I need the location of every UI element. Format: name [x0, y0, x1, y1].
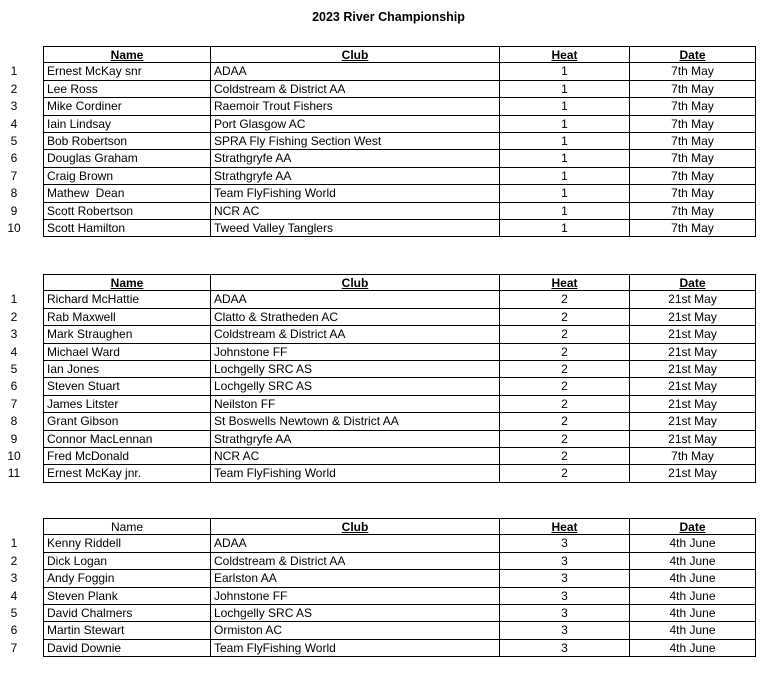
- row-number: 10: [7, 220, 21, 235]
- heat-cell: 1: [500, 203, 630, 219]
- name-cell: Craig Brown: [44, 168, 211, 184]
- club-cell: Raemoir Trout Fishers: [211, 98, 500, 114]
- name-cell: Richard McHattie: [44, 291, 211, 307]
- name-cell: Bob Robertson: [44, 133, 211, 149]
- club-column-header: Club: [211, 47, 500, 62]
- club-cell: Clatto & Stratheden AC: [211, 309, 500, 325]
- name-cell: Kenny Riddell: [44, 535, 211, 551]
- name-column-header: Name: [44, 519, 211, 534]
- table-row: [0, 622, 777, 639]
- club-cell: ADAA: [211, 291, 500, 307]
- row-number: 4: [10, 116, 18, 131]
- table-row: [0, 185, 777, 202]
- heat-cell: 2: [500, 378, 630, 394]
- table-row: [0, 168, 777, 185]
- row-number: 11: [7, 466, 21, 481]
- date-cell: 7th May: [671, 81, 714, 96]
- table-row: [0, 553, 777, 570]
- table-row: [0, 116, 777, 133]
- name-cell: Grant Gibson: [44, 413, 211, 429]
- club-cell: Team FlyFishing World: [211, 640, 500, 656]
- table-row: [0, 133, 777, 150]
- date-cell: 7th May: [671, 203, 714, 218]
- row-number: 7: [10, 168, 18, 183]
- row-number: 2: [10, 81, 18, 96]
- date-cell: 7th May: [671, 168, 714, 183]
- table-row: [0, 570, 777, 587]
- table-row: [0, 309, 777, 326]
- row-number: 7: [10, 640, 18, 655]
- table-row: [0, 431, 777, 448]
- name-column-header: Name: [44, 275, 211, 290]
- club-column-header: Club: [211, 519, 500, 534]
- heat-cell: 2: [500, 326, 630, 342]
- name-cell: Steven Stuart: [44, 378, 211, 394]
- name-cell: Lee Ross: [44, 81, 211, 97]
- name-cell: David Chalmers: [44, 605, 211, 621]
- name-cell: Mike Cordiner: [44, 98, 211, 114]
- name-cell: Dick Logan: [44, 553, 211, 569]
- name-cell: Mathew Dean: [44, 185, 211, 201]
- row-number: 4: [10, 344, 18, 359]
- heat-cell: 1: [500, 116, 630, 132]
- club-cell: Strathgryfe AA: [211, 168, 500, 184]
- date-cell: 21st May: [668, 431, 717, 446]
- table-header-row: [0, 274, 777, 291]
- club-column-header: Club: [211, 275, 500, 290]
- heat-cell: 2: [500, 344, 630, 360]
- row-number: 5: [10, 605, 18, 620]
- row-number: 2: [10, 553, 18, 568]
- heat-cell: 2: [500, 413, 630, 429]
- heat-cell: 1: [500, 150, 630, 166]
- date-cell: 4th June: [669, 571, 716, 586]
- row-number: 9: [10, 431, 18, 446]
- heat-1-table: [0, 46, 777, 237]
- table-row: [0, 605, 777, 622]
- table-row: [0, 63, 777, 80]
- heat-cell: 3: [500, 588, 630, 604]
- club-cell: Ormiston AC: [211, 622, 500, 638]
- row-number: 3: [10, 327, 18, 342]
- name-cell: Ian Jones: [44, 361, 211, 377]
- heat-cell: 2: [500, 431, 630, 447]
- name-column-header: Name: [44, 47, 211, 62]
- club-cell: Lochgelly SRC AS: [211, 605, 500, 621]
- date-cell: 4th June: [669, 588, 716, 603]
- heat-cell: 1: [500, 168, 630, 184]
- date-cell: 4th June: [669, 640, 716, 655]
- page-title: 2023 River Championship: [312, 10, 465, 24]
- club-cell: Coldstream & District AA: [211, 81, 500, 97]
- club-cell: Team FlyFishing World: [211, 465, 500, 481]
- heat-cell: 3: [500, 570, 630, 586]
- date-cell: 7th May: [671, 133, 714, 148]
- table-row: [0, 203, 777, 220]
- table-row: [0, 361, 777, 378]
- name-cell: James Litster: [44, 396, 211, 412]
- heat-cell: 1: [500, 220, 630, 236]
- date-cell: 21st May: [668, 414, 717, 429]
- club-cell: Coldstream & District AA: [211, 553, 500, 569]
- table-row: [0, 448, 777, 465]
- row-number: 3: [10, 99, 18, 114]
- row-number: 5: [10, 361, 18, 376]
- heat-cell: 2: [500, 465, 630, 481]
- club-cell: Neilston FF: [211, 396, 500, 412]
- table-row: [0, 413, 777, 430]
- name-cell: Scott Hamilton: [44, 220, 211, 236]
- heat-column-header: Heat: [500, 47, 630, 62]
- heat-cell: 2: [500, 309, 630, 325]
- date-column-header: Date: [679, 520, 706, 534]
- table-row: [0, 465, 777, 482]
- heat-cell: 3: [500, 640, 630, 656]
- heat-column-header: Heat: [500, 275, 630, 290]
- name-cell: Douglas Graham: [44, 150, 211, 166]
- table-row: [0, 588, 777, 605]
- table-row: [0, 378, 777, 395]
- name-cell: Ernest McKay snr: [44, 63, 211, 79]
- row-number: 1: [10, 536, 18, 551]
- club-cell: ADAA: [211, 535, 500, 551]
- heat-cell: 2: [500, 361, 630, 377]
- row-number: 6: [10, 151, 18, 166]
- heat-2-table: [0, 274, 777, 483]
- club-cell: ADAA: [211, 63, 500, 79]
- row-number: 8: [10, 414, 18, 429]
- date-cell: 7th May: [671, 186, 714, 201]
- table-row: [0, 535, 777, 552]
- date-cell: 21st May: [668, 309, 717, 324]
- row-number: 8: [10, 186, 18, 201]
- table-row: [0, 291, 777, 308]
- club-cell: Coldstream & District AA: [211, 326, 500, 342]
- name-cell: David Downie: [44, 640, 211, 656]
- club-cell: Lochgelly SRC AS: [211, 378, 500, 394]
- heat-cell: 2: [500, 448, 630, 464]
- club-cell: St Boswells Newtown & District AA: [211, 413, 500, 429]
- heat-cell: 1: [500, 63, 630, 79]
- club-cell: Tweed Valley Tanglers: [211, 220, 500, 236]
- table-row: [0, 640, 777, 657]
- row-number: 1: [10, 64, 18, 79]
- date-cell: 7th May: [671, 99, 714, 114]
- date-cell: 7th May: [671, 64, 714, 79]
- date-cell: 7th May: [671, 448, 714, 463]
- name-cell: Ernest McKay jnr.: [44, 465, 211, 481]
- row-number: 3: [10, 571, 18, 586]
- club-cell: NCR AC: [211, 203, 500, 219]
- name-cell: Scott Robertson: [44, 203, 211, 219]
- table-row: [0, 326, 777, 343]
- date-cell: 21st May: [668, 379, 717, 394]
- date-cell: 21st May: [668, 396, 717, 411]
- club-cell: Strathgryfe AA: [211, 431, 500, 447]
- name-cell: Andy Foggin: [44, 570, 211, 586]
- date-column-header: Date: [679, 48, 706, 62]
- table-header-row: [0, 518, 777, 535]
- heat-cell: 3: [500, 553, 630, 569]
- row-number: 9: [10, 203, 18, 218]
- row-number: 6: [10, 379, 18, 394]
- date-cell: 21st May: [668, 344, 717, 359]
- date-cell: 7th May: [671, 151, 714, 166]
- row-number: 10: [7, 448, 21, 463]
- club-cell: Lochgelly SRC AS: [211, 361, 500, 377]
- heat-3-table: [0, 518, 777, 657]
- date-cell: 7th May: [671, 116, 714, 131]
- date-cell: 4th June: [669, 623, 716, 638]
- name-cell: Rab Maxwell: [44, 309, 211, 325]
- club-cell: SPRA Fly Fishing Section West: [211, 133, 500, 149]
- heat-cell: 2: [500, 396, 630, 412]
- row-number: 4: [10, 588, 18, 603]
- club-cell: Johnstone FF: [211, 588, 500, 604]
- date-cell: 4th June: [669, 553, 716, 568]
- club-cell: NCR AC: [211, 448, 500, 464]
- heat-cell: 1: [500, 81, 630, 97]
- name-cell: Iain Lindsay: [44, 116, 211, 132]
- name-cell: Mark Straughen: [44, 326, 211, 342]
- date-cell: 21st May: [668, 292, 717, 307]
- table-row: [0, 98, 777, 115]
- table-row: [0, 81, 777, 98]
- name-cell: Connor MacLennan: [44, 431, 211, 447]
- heat-cell: 1: [500, 133, 630, 149]
- heat-cell: 1: [500, 185, 630, 201]
- heat-cell: 2: [500, 291, 630, 307]
- row-number: 2: [10, 309, 18, 324]
- table-header-row: [0, 46, 777, 63]
- club-cell: Port Glasgow AC: [211, 116, 500, 132]
- heat-cell: 3: [500, 535, 630, 551]
- club-cell: Johnstone FF: [211, 344, 500, 360]
- date-cell: 21st May: [668, 361, 717, 376]
- date-cell: 7th May: [671, 220, 714, 235]
- date-cell: 4th June: [669, 605, 716, 620]
- heat-cell: 3: [500, 605, 630, 621]
- club-cell: Team FlyFishing World: [211, 185, 500, 201]
- date-cell: 21st May: [668, 327, 717, 342]
- date-cell: 21st May: [668, 466, 717, 481]
- heat-column-header: Heat: [500, 519, 630, 534]
- name-cell: Martin Stewart: [44, 622, 211, 638]
- table-row: [0, 344, 777, 361]
- table-row: [0, 220, 777, 237]
- date-column-header: Date: [679, 276, 706, 290]
- row-number: 6: [10, 623, 18, 638]
- heat-cell: 1: [500, 98, 630, 114]
- heat-cell: 3: [500, 622, 630, 638]
- date-cell: 4th June: [669, 536, 716, 551]
- name-cell: Steven Plank: [44, 588, 211, 604]
- club-cell: Strathgryfe AA: [211, 150, 500, 166]
- row-number: 5: [10, 133, 18, 148]
- row-number: 1: [10, 292, 18, 307]
- table-row: [0, 150, 777, 167]
- row-number: 7: [10, 396, 18, 411]
- name-cell: Fred McDonald: [44, 448, 211, 464]
- table-row: [0, 396, 777, 413]
- name-cell: Michael Ward: [44, 344, 211, 360]
- club-cell: Earlston AA: [211, 570, 500, 586]
